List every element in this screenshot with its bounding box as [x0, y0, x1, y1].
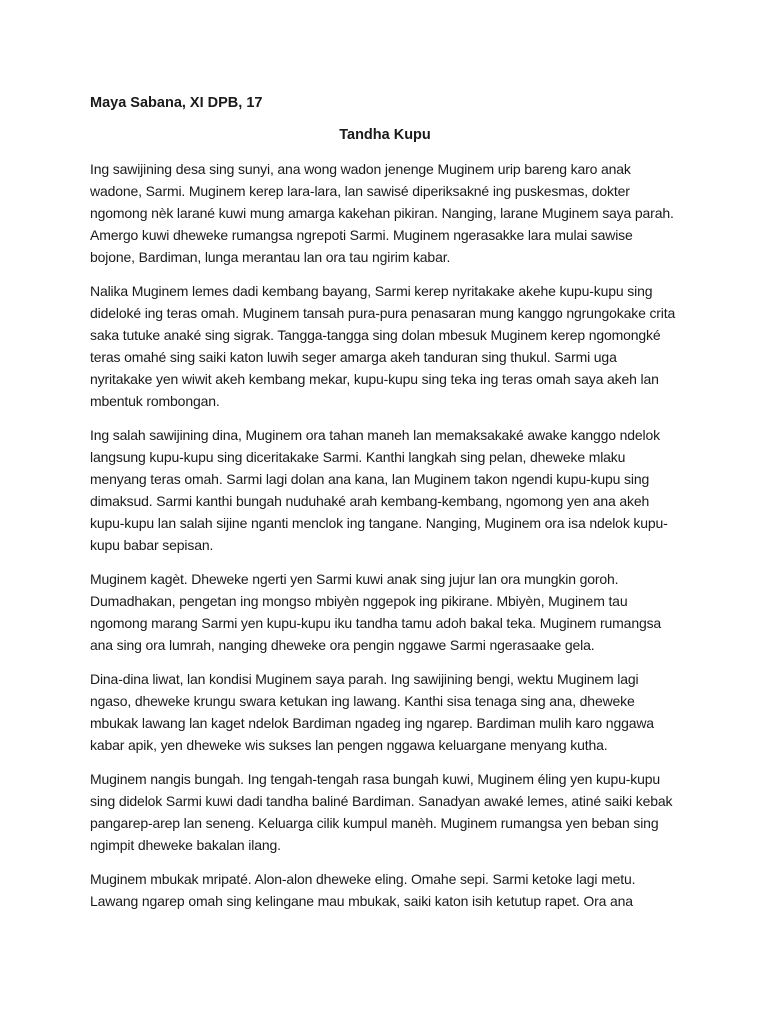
paragraph-1: Ing sawijining desa sing sunyi, ana wong wadon jenenge Muginem urip bareng karo anak wadone, Sarmi. Muginem kerep lara-lara, lan sawisé diperiksakné ing puskesmas, dokter ngomong nèk larané kuwi mung amarga kakehan pikiran. Nanging, larane Muginem saya parah. Amergo kuwi dheweke rumangsa ngrepoti Sarmi. Muginem ngerasakke lara mulai sawise bojone, Bardiman, lunga merantau lan ora tau ngirim kabar. [90, 161, 674, 265]
paragraph-7: Muginem mbukak mripaté. Alon-alon dheweke eling. Omahe sepi. Sarmi ketoke lagi metu. Lawang ngarep omah sing kelingane mau mbukak, saiki katon isih ketutup rapet. Ora ana [90, 871, 636, 909]
paragraph-4: Muginem kagèt. Dheweke ngerti yen Sarmi kuwi anak sing jujur lan ora mungkin goroh. Dumadhakan, pengetan ing mongso mbiyèn nggepok ing pikirane. Mbiyèn, Muginem tau ngomong marang Sarmi yen kupu-kupu iku tandha tamu adoh bakal teka. Muginem rumangsa ana sing ora lumrah, nanging dheweke ora pengin nggawe Sarmi ngerasaake gela. [90, 571, 662, 653]
paragraph-2: Nalika Muginem lemes dadi kembang bayang, Sarmi kerep nyritakake akehe kupu-kupu sing dideloké ing teras omah. Muginem tansah pura-pura penasaran mung kanggo ngrungokake crita saka tutuke anaké sing sigrak. Tangga-tangga sing dolan mbesuk Muginem kerep ngomongké teras omahé sing saiki katon luwih seger amarga akeh tanduran sing thukul. Sarmi uga nyritakake yen wiwit akeh kembang mekar, kupu-kupu sing teka ing teras omah saya akeh lan mbentuk rombongan. [90, 283, 676, 409]
paragraph-3: Ing salah sawijining dina, Muginem ora tahan maneh lan memaksakaké awake kanggo ndelok langsung kupu-kupu sing diceritakake Sarmi. Kanthi langkah sing pelan, dheweke mlaku menyang teras omah. Sarmi lagi dolan ana kana, lan Muginem takon ngendi kupu-kupu sing dimaksud. Sarmi kanthi bungah nuduhaké arah kembang-kembang, ngomong yen ana akeh kupu-kupu lan salah sijine nganti menclok ing tangane. Nanging, Muginem ora isa ndelok kupu-kupu babar sepisan. [90, 427, 668, 553]
paragraph-5: Dina-dina liwat, lan kondisi Muginem saya parah. Ing sawijining bengi, wektu Muginem lagi ngaso, dheweke krungu swara ketukan ing lawang. Kanthi sisa tenaga sing ana, dheweke mbukak lawang lan kaget ndelok Bardiman ngadeg ing ngarep. Bardiman mulih karo nggawa kabar apik, yen dheweke wis sukses lan pengen nggawa keluargane menyang kutha. [90, 671, 654, 753]
story-title: Tandha Kupu [339, 127, 431, 143]
paragraph-6: Muginem nangis bungah. Ing tengah-tengah rasa bungah kuwi, Muginem éling yen kupu-kupu sing didelok Sarmi kuwi dadi tandha baliné Bardiman. Sanadyan awaké lemes, atiné saiki kebak pangarep-arep lan seneng. Keluarga cilik kumpul manèh. Muginem rumangsa yen beban sing ngimpit dheweke bakalan ilang. [90, 771, 673, 853]
author-line: Maya Sabana, XI DPB, 17 [90, 95, 263, 111]
document-body [90, 94, 680, 924]
